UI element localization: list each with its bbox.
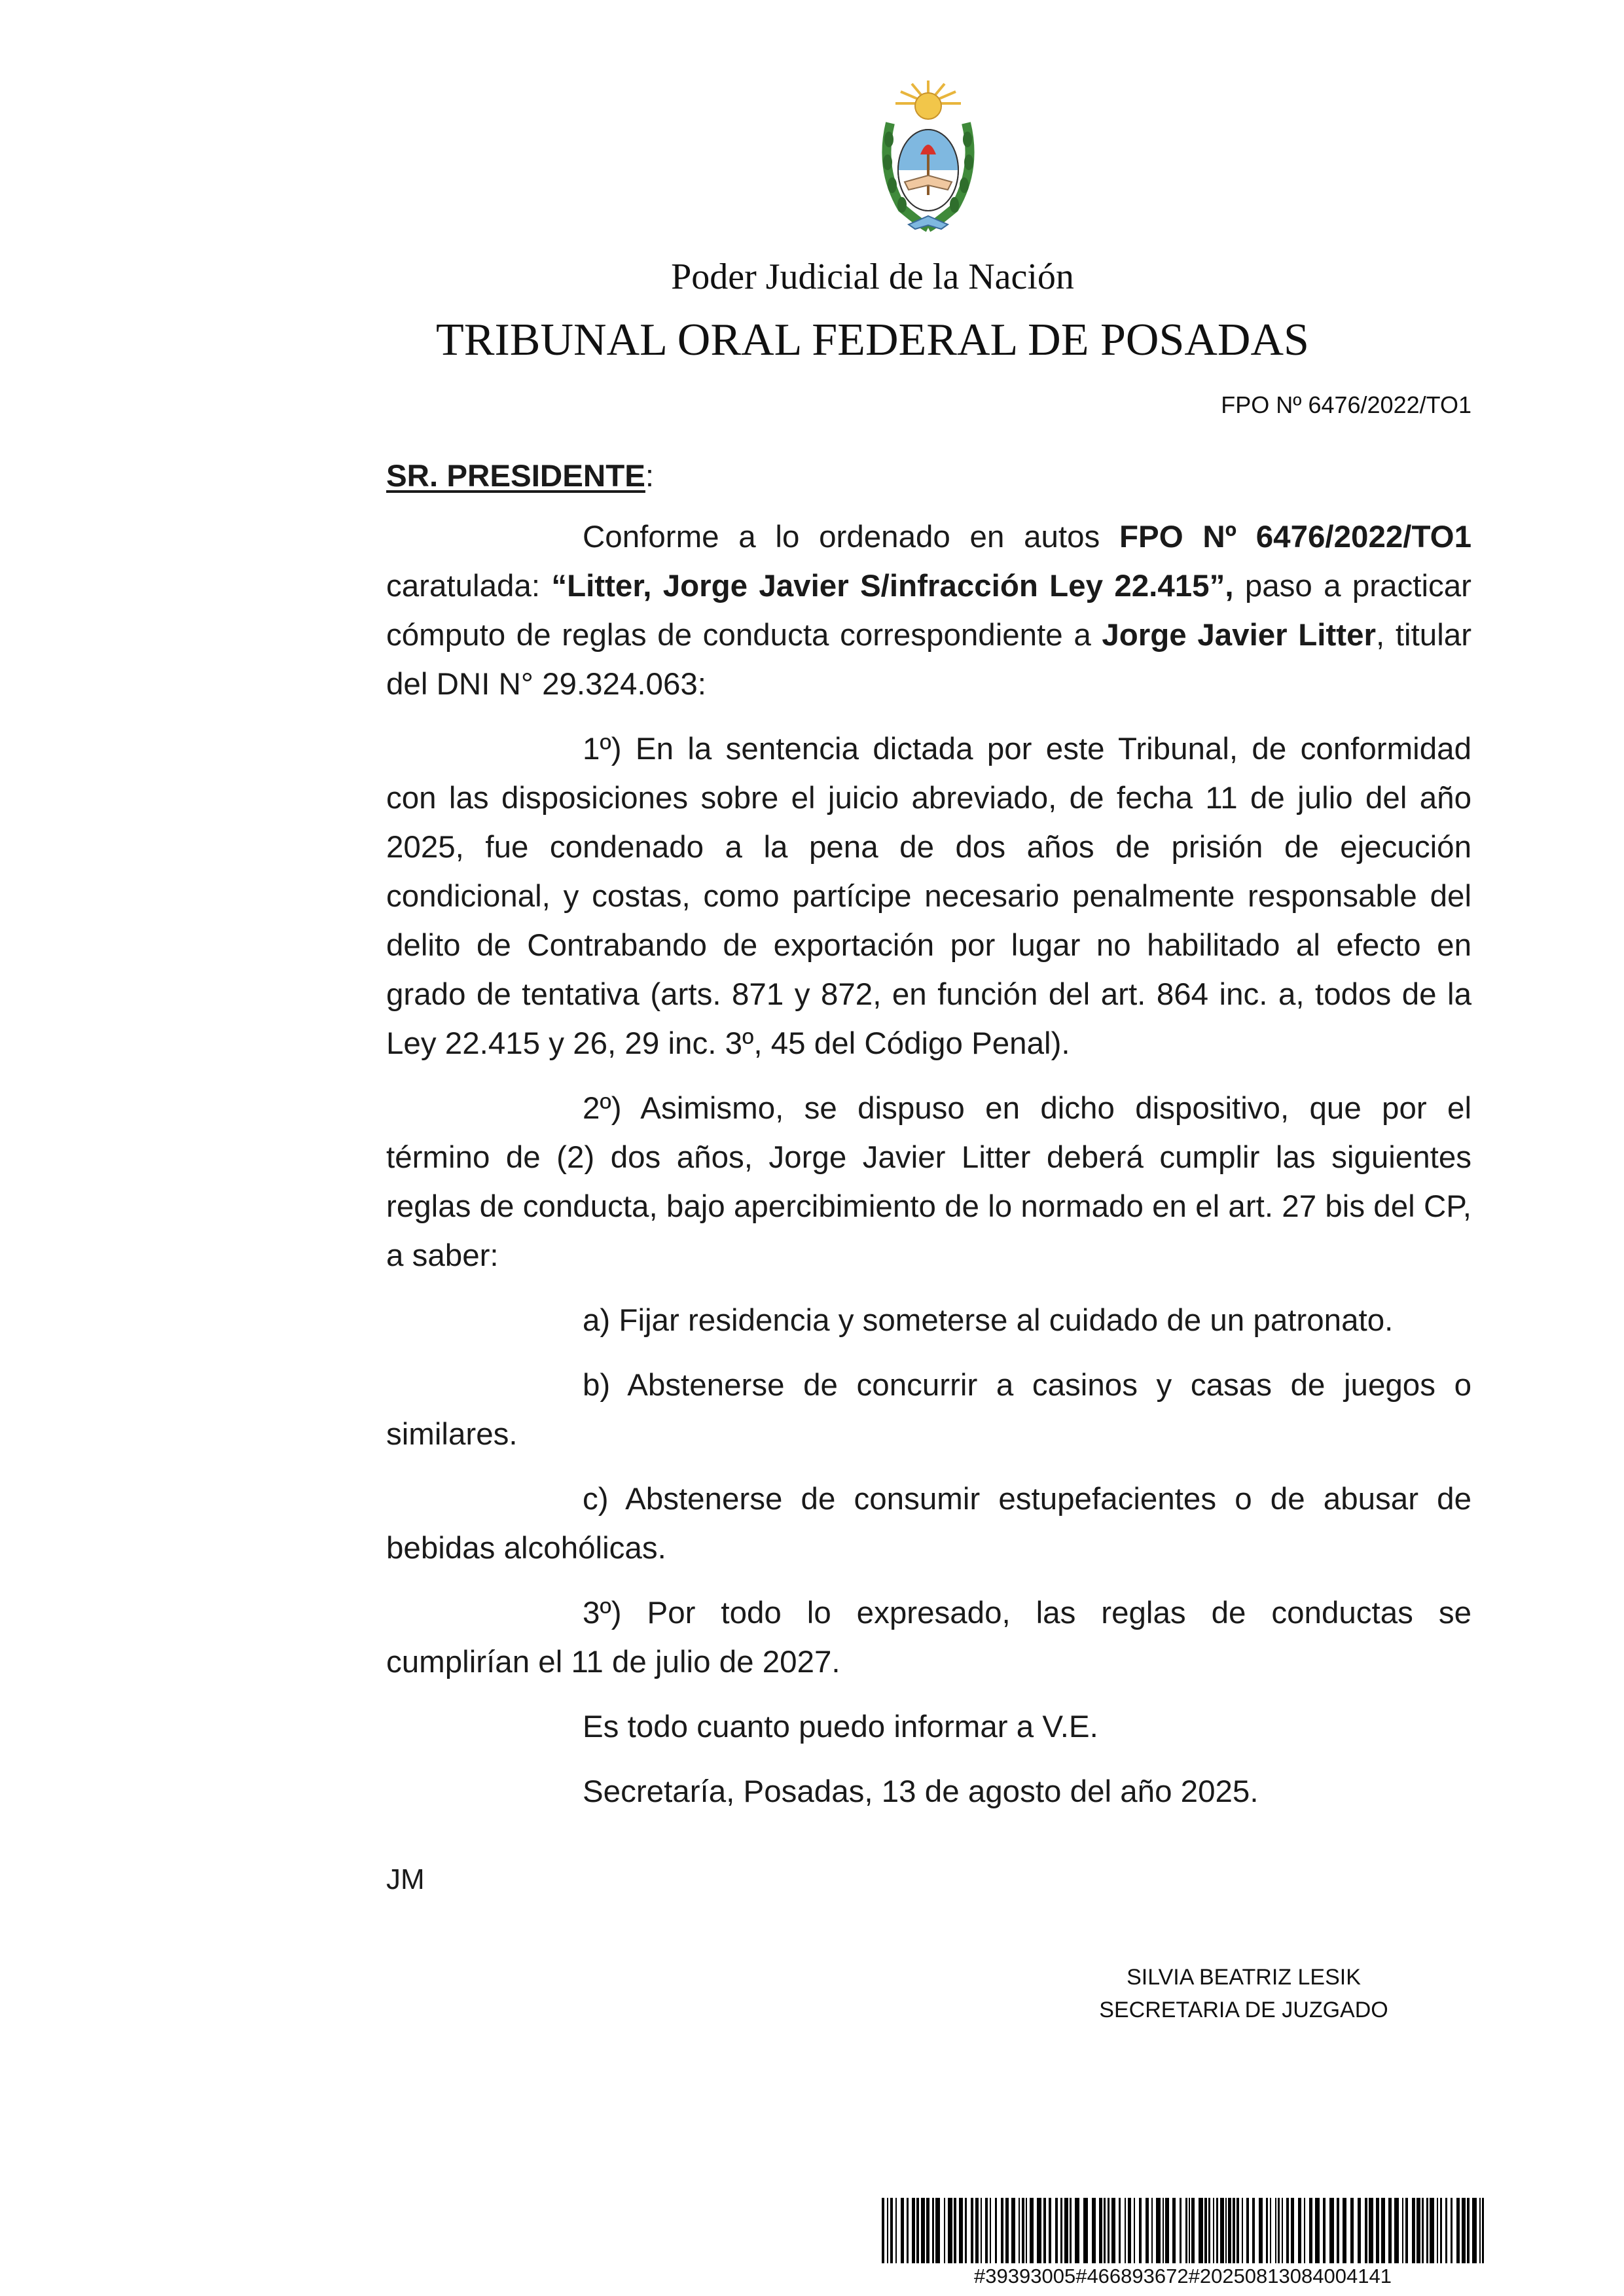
signer-name: SILVIA BEATRIZ LESIK bbox=[1127, 1965, 1361, 1990]
initials: JM bbox=[386, 1863, 425, 1895]
barcode-number: #39393005#466893672#20250813084004141 bbox=[974, 2265, 1392, 2287]
signature-block bbox=[1047, 1961, 1440, 2026]
intro-text-1: Conforme a lo ordenado en autos bbox=[583, 520, 1120, 554]
intro-text-3: paso a practicar cómputo de reglas de conducta correspondiente a bbox=[386, 569, 1471, 653]
paragraph-intro bbox=[386, 512, 1471, 709]
date-place: Secretaría, Posadas, 13 de agosto del año 2025. bbox=[583, 1774, 1259, 1809]
paragraph-1: 1º) En la sentencia dictada por este Tribunal, de conformidad con las disposiciones sobre el juicio abreviado, de fecha 11 de julio del año 2025, fue condenado a la pena de dos años de prisión de ejecución condicional, y costas, como partícipe necesario penalmente responsable del delito de Contrabando de exportación por lugar no habilitado al efecto en grado de tentativa (arts. 871 y 872, en función del art. 864 inc. a, todos de la Ley 22.415 y 26, 29 inc. 3º, 45 del Código Penal). bbox=[386, 732, 1471, 1061]
document-body bbox=[386, 452, 1471, 1832]
intro-text-2: caratulada: bbox=[386, 569, 552, 603]
salutation-label: SR. PRESIDENTE bbox=[386, 459, 645, 493]
closing-statement: Es todo cuanto puedo informar a V.E. bbox=[583, 1710, 1098, 1744]
coat-of-arms-icon bbox=[876, 77, 981, 241]
intro-text-4: , titular del DNI N° 29.324.063: bbox=[386, 618, 1472, 702]
rule-c: c) Abstenerse de consumir estupefacientes o de abusar de bebidas alcohólicas. bbox=[386, 1482, 1471, 1566]
intro-person-name: Jorge Javier Litter bbox=[1102, 618, 1377, 653]
intro-case-number: FPO Nº 6476/2022/TO1 bbox=[1119, 520, 1471, 554]
salutation bbox=[386, 452, 1471, 501]
rule-b: b) Abstenerse de concurrir a casinos y casas de juegos o similares. bbox=[386, 1368, 1471, 1452]
case-reference: FPO Nº 6476/2022/TO1 bbox=[1221, 391, 1471, 418]
court-name: TRIBUNAL ORAL FEDERAL DE POSADAS bbox=[436, 315, 1309, 365]
rule-a: a) Fijar residencia y someterse al cuidado de un patronato. bbox=[583, 1303, 1394, 1338]
signer-title: SECRETARIA DE JUZGADO bbox=[1099, 1998, 1388, 2022]
barcode-icon bbox=[882, 2198, 1484, 2263]
paragraph-3: 3º) Por todo lo expresado, las reglas de conductas se cumplirían el 11 de julio de 2027. bbox=[386, 1596, 1471, 1679]
intro-case-title: “Litter, Jorge Javier S/infracción Ley 22.415”, bbox=[551, 569, 1234, 603]
institution-name: Poder Judicial de la Nación bbox=[671, 257, 1074, 297]
salutation-colon: : bbox=[645, 459, 655, 493]
paragraph-2: 2º) Asimismo, se dispuso en dicho dispositivo, que por el término de (2) dos años, Jorge Javier Litter deberá cumplir las siguientes reglas de conducta, bajo apercibimiento de lo normado en el art. 27 bis del CP, a saber: bbox=[386, 1091, 1471, 1273]
